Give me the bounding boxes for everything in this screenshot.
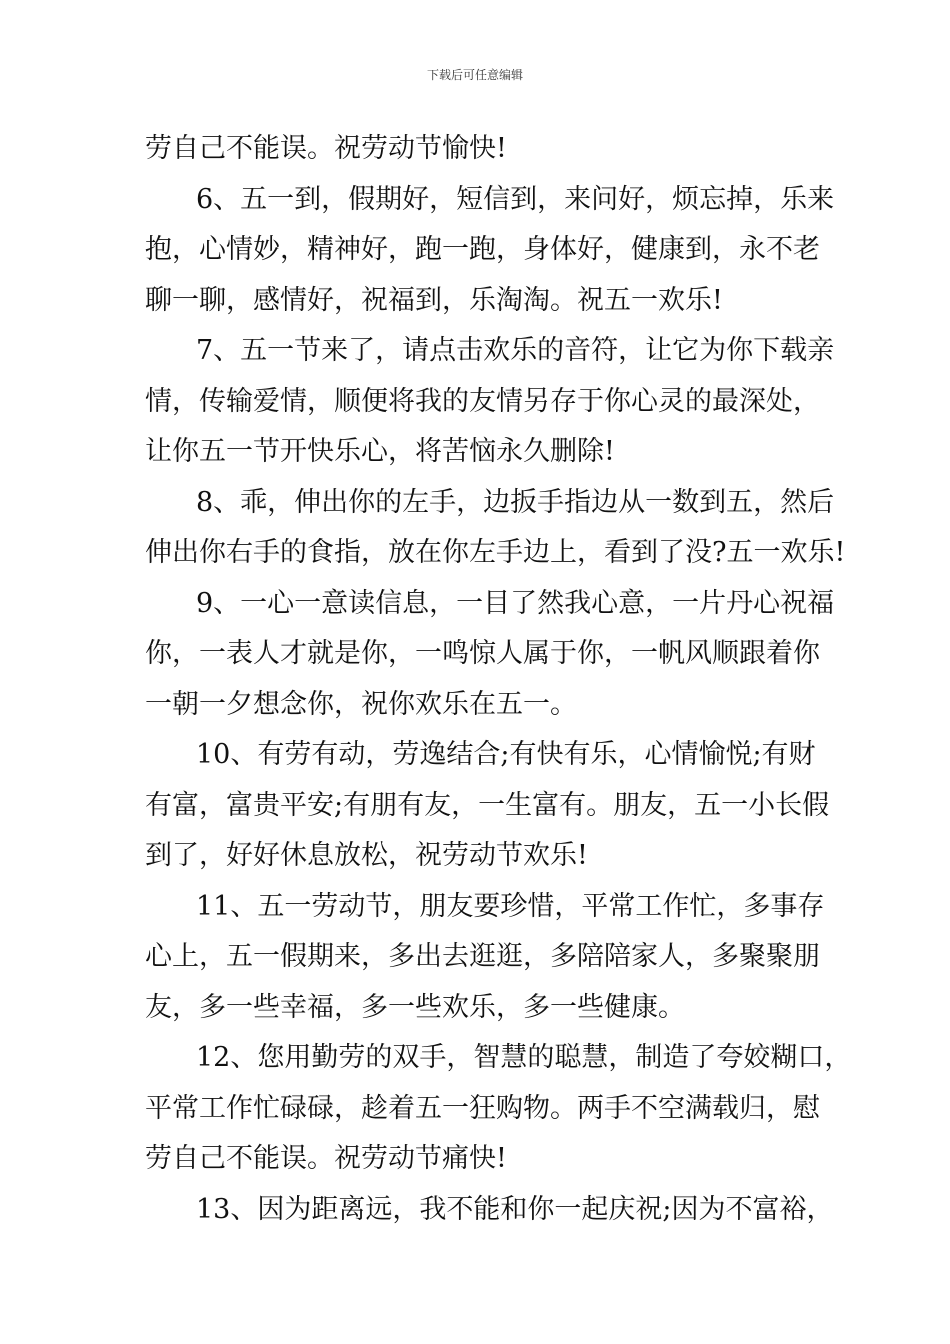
text-line: 8、乖，伸出你的左手，边扳手指边从一数到五，然后: [196, 486, 835, 518]
text-line: 劳自己不能误。祝劳动节愉快!: [145, 133, 507, 164]
text-line: 10、有劳有动，劳逸结合;有快有乐，心情愉悦;有财: [196, 739, 816, 770]
text-line: 7、五一节来了，请点击欢乐的音符，让它为你下载亲: [196, 335, 835, 366]
text-line: 聊一聊，感情好，祝福到，乐淘淘。祝五一欢乐!: [145, 284, 723, 316]
text-line: 11、五一劳动节，朋友要珍惜，平常工作忙，多事存: [196, 890, 825, 922]
text-line: 9、一心一意读信息，一目了然我心意，一片丹心祝福: [196, 587, 835, 619]
text-line: 有富，富贵平安;有朋有友，一生富有。朋友，五一小长假: [145, 789, 830, 821]
text-line: 友，多一些幸福，多一些欢乐，多一些健康。: [145, 991, 685, 1023]
text-line: 你，一表人才就是你，一鸣惊人属于你，一帆风顺跟着你: [145, 638, 820, 669]
text-line: 13、因为距离远，我不能和你一起庆祝;因为不富裕，: [196, 1193, 834, 1225]
text-line: 12、您用勤劳的双手，智慧的聪慧，制造了夸姣糊口，: [196, 1042, 852, 1073]
text-line: 6、五一到，假期好，短信到，来问好，烦忘掉，乐来: [196, 183, 835, 215]
text-line: 抱，心情妙，精神好，跑一跑，身体好，健康到，永不老: [145, 234, 820, 265]
document-body: [145, 124, 852, 1235]
text-line: 平常工作忙碌碌，趁着五一狂购物。两手不空满载归，慰: [145, 1092, 820, 1124]
text-line: 伸出你右手的食指，放在你左手边上，看到了没?五一欢乐!: [145, 537, 846, 568]
text-line: 到了，好好休息放松，祝劳动节欢乐!: [145, 840, 588, 871]
text-line: 心上，五一假期来，多出去逛逛，多陪陪家人，多聚聚朋: [145, 941, 820, 972]
page-header: 下载后可任意编辑: [426, 68, 523, 82]
text-line: 让你五一节开快乐心，将苦恼永久删除!: [145, 436, 615, 467]
text-line: 一朝一夕想念你，祝你欢乐在五一。: [145, 688, 577, 720]
text-line: 劳自己不能误。祝劳动节痛快!: [145, 1143, 507, 1174]
text-line: 情，传输爱情，顺便将我的友情另存于你心灵的最深处，: [145, 385, 820, 417]
